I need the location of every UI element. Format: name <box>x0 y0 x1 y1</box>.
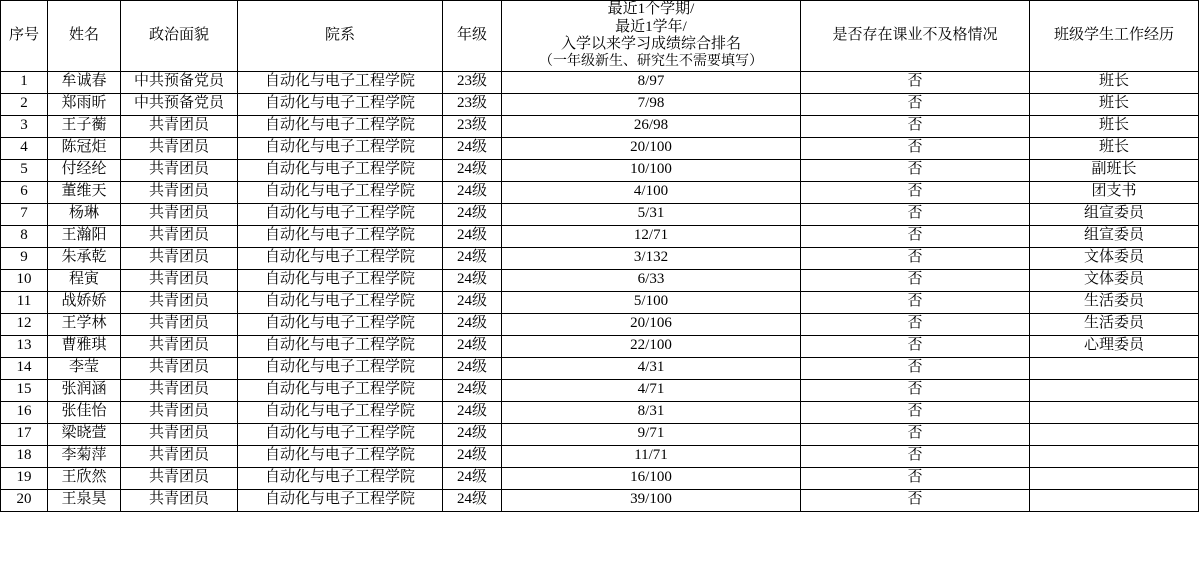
cell-political-status: 共青团员 <box>121 313 238 335</box>
cell-department: 自动化与电子工程学院 <box>238 269 443 291</box>
cell-grade: 24级 <box>443 489 502 511</box>
cell-index: 18 <box>1 445 48 467</box>
cell-rank: 4/100 <box>502 181 801 203</box>
cell-grade: 24级 <box>443 313 502 335</box>
cell-political-status: 共青团员 <box>121 467 238 489</box>
table-row <box>1 269 1199 291</box>
cell-failing-courses: 否 <box>801 159 1030 181</box>
cell-failing-courses: 否 <box>801 291 1030 313</box>
table-row <box>1 467 1199 489</box>
cell-grade: 24级 <box>443 225 502 247</box>
header-rank-line2: 最近1学年/ <box>615 18 687 35</box>
cell-name: 朱承乾 <box>48 247 121 269</box>
cell-rank: 6/33 <box>502 269 801 291</box>
cell-rank: 4/71 <box>502 379 801 401</box>
cell-grade: 23级 <box>443 115 502 137</box>
cell-political-status: 共青团员 <box>121 357 238 379</box>
cell-name: 王泉昊 <box>48 489 121 511</box>
cell-political-status: 中共预备党员 <box>121 93 238 115</box>
cell-name: 杨琳 <box>48 203 121 225</box>
table-row <box>1 203 1199 225</box>
cell-department: 自动化与电子工程学院 <box>238 313 443 335</box>
cell-failing-courses: 否 <box>801 115 1030 137</box>
header-rank-line1: 最近1个学期/ <box>607 1 695 17</box>
cell-rank: 9/71 <box>502 423 801 445</box>
cell-department: 自动化与电子工程学院 <box>238 247 443 269</box>
cell-department: 自动化与电子工程学院 <box>238 115 443 137</box>
table-row <box>1 401 1199 423</box>
cell-name: 牟诚春 <box>48 71 121 93</box>
cell-grade: 24级 <box>443 357 502 379</box>
cell-class-work: 班长 <box>1030 137 1199 159</box>
cell-index: 3 <box>1 115 48 137</box>
cell-rank: 5/100 <box>502 291 801 313</box>
cell-name: 曹雅琪 <box>48 335 121 357</box>
cell-class-work: 班长 <box>1030 115 1199 137</box>
cell-rank: 3/132 <box>502 247 801 269</box>
cell-failing-courses: 否 <box>801 445 1030 467</box>
cell-grade: 23级 <box>443 93 502 115</box>
cell-grade: 24级 <box>443 269 502 291</box>
cell-name: 李莹 <box>48 357 121 379</box>
cell-rank: 20/100 <box>502 137 801 159</box>
cell-department: 自动化与电子工程学院 <box>238 445 443 467</box>
cell-department: 自动化与电子工程学院 <box>238 137 443 159</box>
cell-index: 16 <box>1 401 48 423</box>
cell-index: 12 <box>1 313 48 335</box>
cell-grade: 24级 <box>443 291 502 313</box>
cell-department: 自动化与电子工程学院 <box>238 71 443 93</box>
cell-political-status: 共青团员 <box>121 401 238 423</box>
cell-failing-courses: 否 <box>801 247 1030 269</box>
cell-grade: 24级 <box>443 379 502 401</box>
table-row <box>1 313 1199 335</box>
cell-grade: 24级 <box>443 203 502 225</box>
cell-index: 19 <box>1 467 48 489</box>
cell-class-work: 心理委员 <box>1030 335 1199 357</box>
cell-failing-courses: 否 <box>801 181 1030 203</box>
cell-name: 王学林 <box>48 313 121 335</box>
cell-failing-courses: 否 <box>801 269 1030 291</box>
cell-rank: 8/97 <box>502 71 801 93</box>
cell-department: 自动化与电子工程学院 <box>238 225 443 247</box>
cell-political-status: 共青团员 <box>121 335 238 357</box>
cell-index: 2 <box>1 93 48 115</box>
cell-class-work <box>1030 423 1199 445</box>
cell-political-status: 共青团员 <box>121 203 238 225</box>
cell-political-status: 共青团员 <box>121 181 238 203</box>
header-name: 姓名 <box>48 1 121 72</box>
table-row <box>1 291 1199 313</box>
cell-failing-courses: 否 <box>801 335 1030 357</box>
cell-class-work: 组宣委员 <box>1030 225 1199 247</box>
cell-rank: 26/98 <box>502 115 801 137</box>
cell-class-work: 生活委员 <box>1030 313 1199 335</box>
table-row <box>1 247 1199 269</box>
cell-failing-courses: 否 <box>801 401 1030 423</box>
cell-class-work: 班长 <box>1030 93 1199 115</box>
cell-grade: 24级 <box>443 423 502 445</box>
table-row <box>1 357 1199 379</box>
cell-name: 战娇娇 <box>48 291 121 313</box>
cell-class-work: 文体委员 <box>1030 269 1199 291</box>
cell-political-status: 共青团员 <box>121 225 238 247</box>
cell-rank: 5/31 <box>502 203 801 225</box>
cell-name: 郑雨昕 <box>48 93 121 115</box>
cell-rank: 12/71 <box>502 225 801 247</box>
cell-failing-courses: 否 <box>801 203 1030 225</box>
cell-failing-courses: 否 <box>801 423 1030 445</box>
header-row <box>1 1 1199 72</box>
header-rank <box>502 1 801 72</box>
cell-rank: 11/71 <box>502 445 801 467</box>
cell-class-work <box>1030 357 1199 379</box>
cell-department: 自动化与电子工程学院 <box>238 423 443 445</box>
table-row <box>1 137 1199 159</box>
cell-failing-courses: 否 <box>801 313 1030 335</box>
cell-name: 陈冠炬 <box>48 137 121 159</box>
cell-department: 自动化与电子工程学院 <box>238 401 443 423</box>
cell-department: 自动化与电子工程学院 <box>238 335 443 357</box>
cell-index: 4 <box>1 137 48 159</box>
table-row <box>1 379 1199 401</box>
cell-department: 自动化与电子工程学院 <box>238 291 443 313</box>
cell-class-work: 副班长 <box>1030 159 1199 181</box>
cell-class-work <box>1030 467 1199 489</box>
table-row <box>1 225 1199 247</box>
cell-political-status: 共青团员 <box>121 423 238 445</box>
cell-index: 8 <box>1 225 48 247</box>
header-department: 院系 <box>238 1 443 72</box>
cell-department: 自动化与电子工程学院 <box>238 357 443 379</box>
cell-rank: 39/100 <box>502 489 801 511</box>
cell-name: 李菊萍 <box>48 445 121 467</box>
cell-class-work: 组宣委员 <box>1030 203 1199 225</box>
cell-political-status: 共青团员 <box>121 115 238 137</box>
cell-name: 董维天 <box>48 181 121 203</box>
cell-class-work <box>1030 379 1199 401</box>
cell-political-status: 共青团员 <box>121 159 238 181</box>
cell-grade: 24级 <box>443 445 502 467</box>
cell-class-work <box>1030 401 1199 423</box>
table-row <box>1 181 1199 203</box>
cell-name: 王瀚阳 <box>48 225 121 247</box>
cell-department: 自动化与电子工程学院 <box>238 93 443 115</box>
cell-political-status: 中共预备党员 <box>121 71 238 93</box>
cell-name: 张佳怡 <box>48 401 121 423</box>
cell-rank: 8/31 <box>502 401 801 423</box>
cell-name: 梁晓萱 <box>48 423 121 445</box>
cell-class-work <box>1030 489 1199 511</box>
cell-grade: 24级 <box>443 335 502 357</box>
cell-class-work: 班长 <box>1030 71 1199 93</box>
cell-political-status: 共青团员 <box>121 445 238 467</box>
table-row <box>1 489 1199 511</box>
cell-failing-courses: 否 <box>801 137 1030 159</box>
cell-department: 自动化与电子工程学院 <box>238 467 443 489</box>
cell-name: 程寅 <box>48 269 121 291</box>
header-grade: 年级 <box>443 1 502 72</box>
cell-failing-courses: 否 <box>801 225 1030 247</box>
cell-failing-courses: 否 <box>801 467 1030 489</box>
cell-index: 9 <box>1 247 48 269</box>
cell-name: 付经纶 <box>48 159 121 181</box>
cell-index: 6 <box>1 181 48 203</box>
table-header <box>1 1 1199 72</box>
cell-political-status: 共青团员 <box>121 291 238 313</box>
cell-class-work <box>1030 445 1199 467</box>
table-row <box>1 93 1199 115</box>
cell-political-status: 共青团员 <box>121 269 238 291</box>
cell-grade: 24级 <box>443 247 502 269</box>
cell-political-status: 共青团员 <box>121 137 238 159</box>
cell-failing-courses: 否 <box>801 379 1030 401</box>
cell-failing-courses: 否 <box>801 489 1030 511</box>
cell-department: 自动化与电子工程学院 <box>238 379 443 401</box>
cell-name: 王欣然 <box>48 467 121 489</box>
cell-class-work: 生活委员 <box>1030 291 1199 313</box>
cell-rank: 20/106 <box>502 313 801 335</box>
cell-index: 15 <box>1 379 48 401</box>
table-body <box>1 71 1199 511</box>
cell-political-status: 共青团员 <box>121 247 238 269</box>
cell-failing-courses: 否 <box>801 357 1030 379</box>
table-row <box>1 335 1199 357</box>
cell-department: 自动化与电子工程学院 <box>238 203 443 225</box>
cell-department: 自动化与电子工程学院 <box>238 159 443 181</box>
header-failing-courses: 是否存在课业不及格情况 <box>801 1 1030 72</box>
header-political-status: 政治面貌 <box>121 1 238 72</box>
cell-index: 1 <box>1 71 48 93</box>
cell-index: 20 <box>1 489 48 511</box>
cell-rank: 10/100 <box>502 159 801 181</box>
cell-index: 10 <box>1 269 48 291</box>
cell-grade: 24级 <box>443 137 502 159</box>
table-row <box>1 159 1199 181</box>
cell-grade: 23级 <box>443 71 502 93</box>
header-rank-line4: （一年级新生、研究生不需要填写） <box>539 54 763 70</box>
cell-index: 11 <box>1 291 48 313</box>
table-row <box>1 115 1199 137</box>
cell-political-status: 共青团员 <box>121 489 238 511</box>
cell-rank: 16/100 <box>502 467 801 489</box>
cell-rank: 7/98 <box>502 93 801 115</box>
cell-index: 17 <box>1 423 48 445</box>
cell-class-work: 团支书 <box>1030 181 1199 203</box>
cell-index: 13 <box>1 335 48 357</box>
table-row <box>1 423 1199 445</box>
cell-name: 王子蘅 <box>48 115 121 137</box>
cell-department: 自动化与电子工程学院 <box>238 489 443 511</box>
cell-index: 7 <box>1 203 48 225</box>
cell-department: 自动化与电子工程学院 <box>238 181 443 203</box>
cell-rank: 22/100 <box>502 335 801 357</box>
cell-failing-courses: 否 <box>801 93 1030 115</box>
table-row <box>1 71 1199 93</box>
table-row <box>1 445 1199 467</box>
header-class-work: 班级学生工作经历 <box>1030 1 1199 72</box>
cell-name: 张润涵 <box>48 379 121 401</box>
cell-grade: 24级 <box>443 159 502 181</box>
cell-grade: 24级 <box>443 181 502 203</box>
cell-index: 5 <box>1 159 48 181</box>
header-index: 序号 <box>1 1 48 72</box>
cell-rank: 4/31 <box>502 357 801 379</box>
cell-class-work: 文体委员 <box>1030 247 1199 269</box>
cell-index: 14 <box>1 357 48 379</box>
header-rank-line3: 入学以来学习成绩综合排名 <box>560 36 741 53</box>
cell-political-status: 共青团员 <box>121 379 238 401</box>
cell-failing-courses: 否 <box>801 71 1030 93</box>
cell-grade: 24级 <box>443 401 502 423</box>
cell-grade: 24级 <box>443 467 502 489</box>
